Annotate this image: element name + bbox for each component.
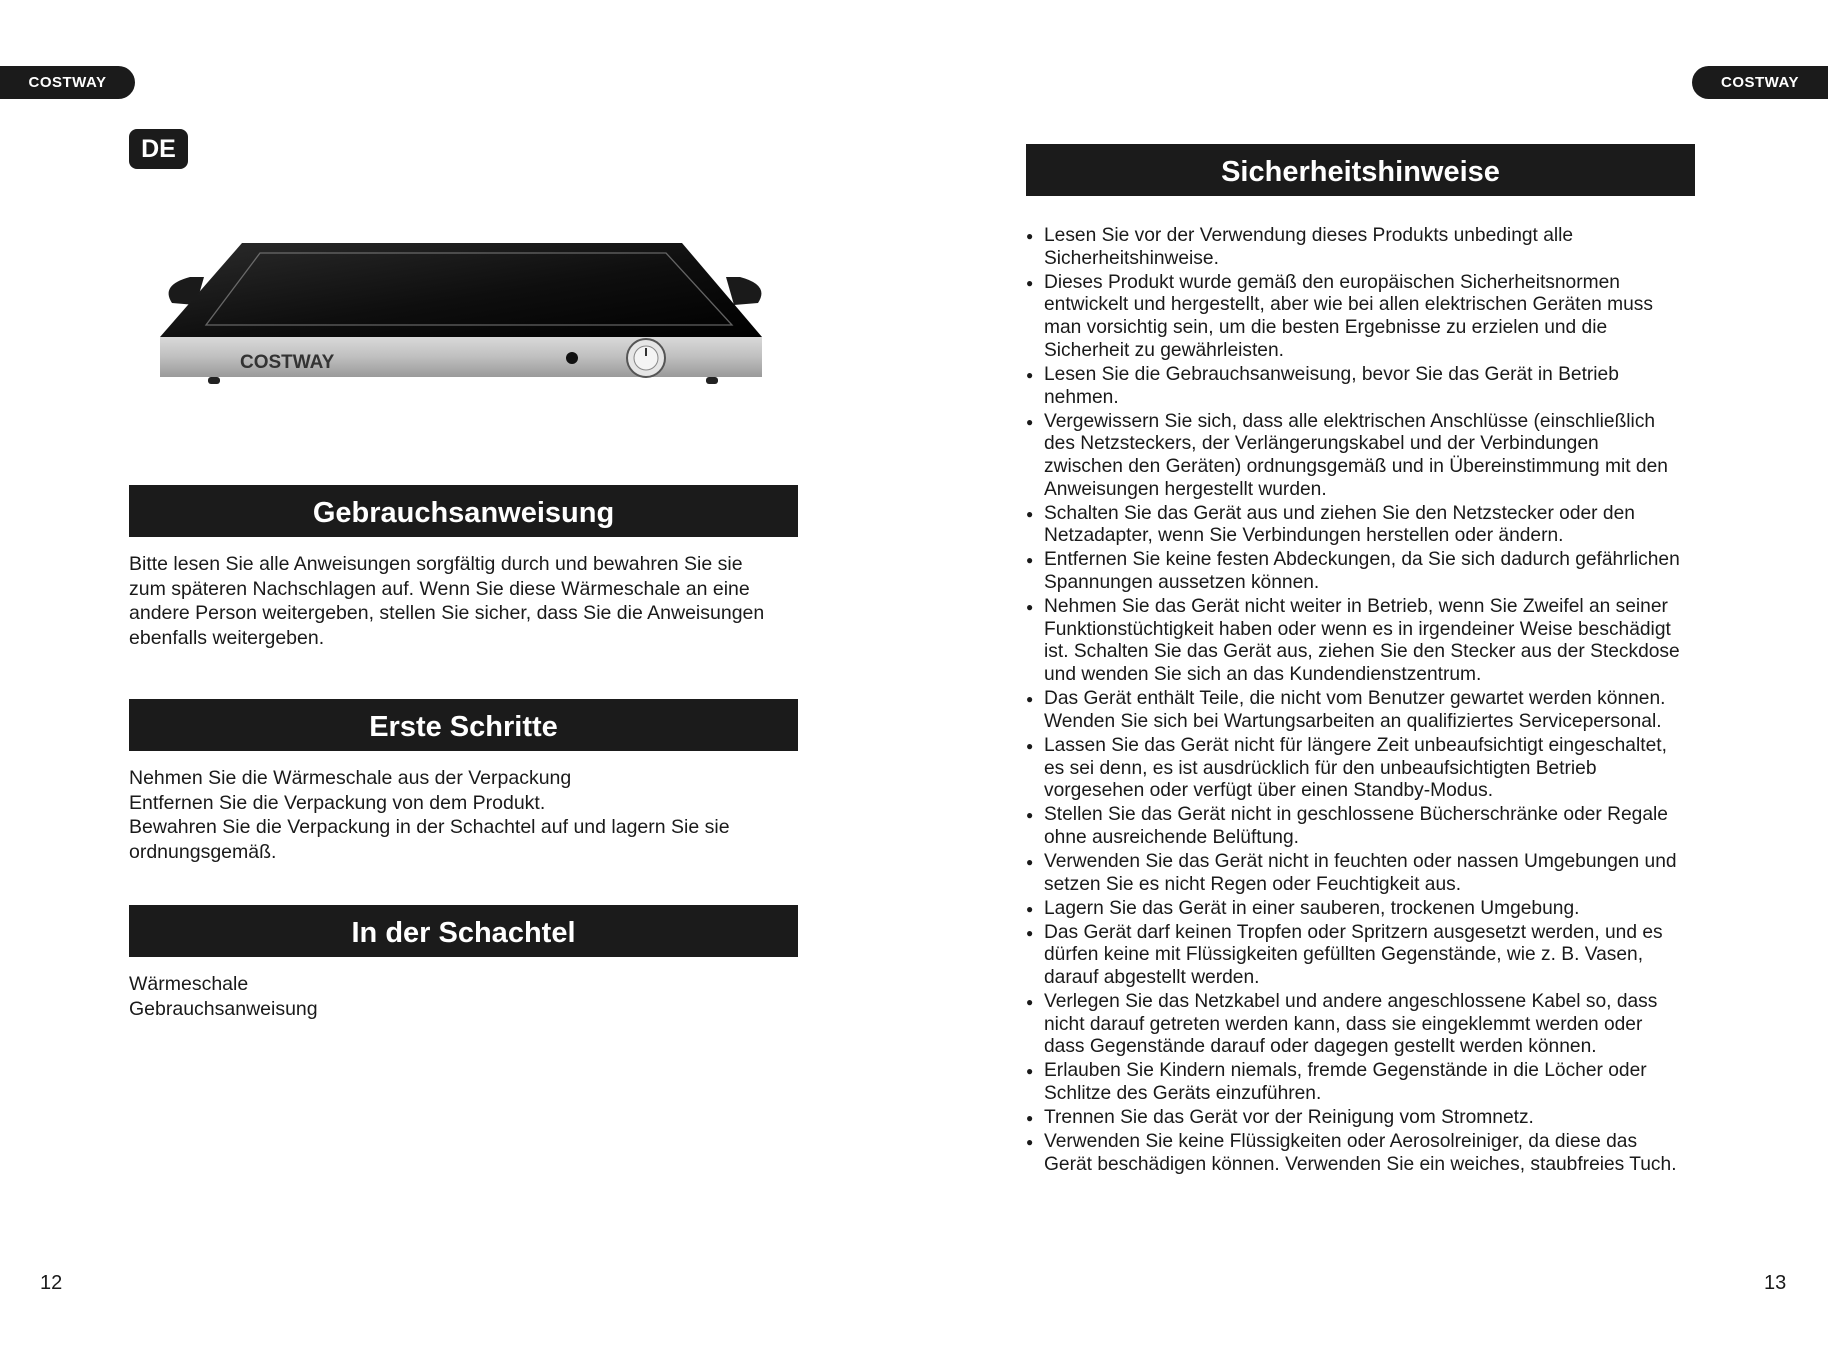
warming-tray-illustration	[150, 225, 780, 395]
text-line: Lagern Sie das Gerät in einer sauberen, trockenen Umgebung.	[1044, 897, 1580, 919]
safety-list-item	[1026, 1060, 1746, 1105]
bullet-icon: ●	[1026, 692, 1034, 707]
text-line: Netzadapter, wenn Sie Verbindungen herstellen oder ändern.	[1044, 525, 1564, 547]
text-line: Entfernen Sie die Verpackung von dem Produkt.	[129, 791, 546, 814]
bullet-icon: ●	[1026, 808, 1034, 823]
safety-list-item	[1026, 898, 1746, 921]
page-number-left: 12	[40, 1272, 63, 1294]
safety-list-item	[1026, 364, 1746, 409]
safety-list-item	[1026, 922, 1746, 990]
text-line: Erlauben Sie Kindern niemals, fremde Gegenstände in die Löcher oder	[1044, 1060, 1647, 1082]
text-line: nehmen.	[1044, 386, 1119, 408]
safety-list-item	[1026, 272, 1746, 363]
section-title-in-box: In der Schachtel	[129, 905, 798, 957]
bullet-icon: ●	[1026, 367, 1034, 382]
list-item: Wärmeschale	[129, 973, 249, 995]
bullet-icon: ●	[1026, 506, 1034, 521]
text-line: Stellen Sie das Gerät nicht in geschlossene Bücherschränke oder Regale	[1044, 804, 1668, 826]
text-line: darauf abgestellt werden.	[1044, 967, 1260, 989]
section-title-safety: Sicherheitshinweise	[1026, 144, 1695, 196]
bullet-icon: ●	[1026, 995, 1034, 1010]
text-line: entwickelt und hergestellt, aber wie bei allen elektrischen Geräten muss	[1044, 294, 1653, 316]
text-line: Sicherheitshinweise.	[1044, 247, 1219, 269]
text-line: Entfernen Sie keine festen Abdeckungen, da Sie sich dadurch gefährlichen	[1044, 549, 1680, 571]
glass-top	[160, 243, 762, 337]
text-line: Verlegen Sie das Netzkabel und andere angeschlossene Kabel so, dass	[1044, 991, 1658, 1013]
text-line: vorgesehen oder verfügt über einen Standby-Modus.	[1044, 780, 1494, 802]
text-line: es sei denn, es ist ausdrücklich für den unbeaufsichtigten Betrieb	[1044, 757, 1597, 779]
safety-list-item	[1026, 735, 1746, 803]
indicator-light	[566, 352, 578, 364]
bullet-icon: ●	[1026, 1135, 1034, 1150]
bullet-icon: ●	[1026, 1111, 1034, 1126]
text-line: Wenden Sie sich bei Wartungsarbeiten an qualifiziertes Servicepersonal.	[1044, 710, 1662, 732]
in-box-list	[129, 972, 809, 1021]
text-line: zwischen den Geräten) ordnungsgemäß und in Übereinstimmung mit den	[1044, 455, 1668, 477]
text-line: Lesen Sie die Gebrauchsanweisung, bevor Sie das Gerät in Betrieb	[1044, 363, 1619, 385]
text-line: Nehmen Sie das Gerät nicht weiter in Betrieb, wenn Sie Zweifel an seiner	[1044, 596, 1668, 618]
brand-tab-left: COSTWAY	[0, 66, 135, 99]
safety-list	[1026, 225, 1746, 1178]
section-title-usage: Gebrauchsanweisung	[129, 485, 798, 537]
safety-list-item	[1026, 688, 1746, 733]
text-line: Schlitze des Geräts einzuführen.	[1044, 1083, 1322, 1105]
text-line: ordnungsgemäß.	[129, 840, 277, 863]
text-line: und wenden Sie sich an das Kundendienstzentrum.	[1044, 664, 1482, 686]
safety-list-item	[1026, 1107, 1746, 1130]
product-brand-label: COSTWAY	[240, 352, 335, 373]
bullet-icon: ●	[1026, 925, 1034, 940]
safety-list-item	[1026, 549, 1746, 594]
right-handle	[726, 277, 761, 305]
text-line: Vergewissern Sie sich, dass alle elektrischen Anschlüsse (einschließlich	[1044, 410, 1656, 432]
safety-list-item	[1026, 991, 1746, 1059]
safety-list-item	[1026, 225, 1746, 270]
text-line: andere Person weitergeben, stellen Sie sicher, dass Sie die Anweisungen	[129, 602, 765, 624]
text-line: dass Gegenstände darauf oder dagegen gestellt werden können.	[1044, 1036, 1597, 1058]
text-line: zum späteren Nachschlagen auf. Wenn Sie diese Wärmeschale an eine	[129, 577, 750, 600]
text-line: Dieses Produkt wurde gemäß den europäischen Sicherheitsnormen	[1044, 271, 1620, 293]
bullet-icon: ●	[1026, 600, 1034, 615]
text-line: ist. Schalten Sie das Gerät aus, ziehen Sie den Stecker aus der Steckdose	[1044, 641, 1680, 663]
safety-list-item	[1026, 1131, 1746, 1176]
text-line: man vorsichtig sein, um die besten Ergebnisse zu erzielen und die	[1044, 317, 1608, 339]
safety-list-item	[1026, 804, 1746, 849]
text-line: Lesen Sie vor der Verwendung dieses Produkts unbedingt alle	[1044, 225, 1574, 246]
text-line: Verwenden Sie keine Flüssigkeiten oder Aerosolreiniger, da diese das	[1044, 1131, 1638, 1153]
list-item: Gebrauchsanweisung	[129, 997, 318, 1020]
bullet-icon: ●	[1026, 901, 1034, 916]
text-line: ebenfalls weitergeben.	[129, 626, 325, 649]
page-number-right: 13	[1764, 1272, 1787, 1294]
bullet-icon: ●	[1026, 854, 1034, 869]
text-line: setzen Sie es nicht Regen oder Feuchtigkeit aus.	[1044, 873, 1462, 895]
bullet-icon: ●	[1026, 738, 1034, 753]
brand-tab-right: COSTWAY	[1692, 66, 1828, 99]
safety-list-item	[1026, 851, 1746, 896]
text-line: Das Gerät enthält Teile, die nicht vom Benutzer gewartet werden können.	[1044, 688, 1666, 710]
text-line: Spannungen aussetzen können.	[1044, 572, 1320, 594]
bullet-icon: ●	[1026, 275, 1034, 290]
text-line: nicht darauf getreten werden kann, dass sie eingeklemmt werden oder	[1044, 1013, 1643, 1035]
text-line: Bitte lesen Sie alle Anweisungen sorgfältig durch und bewahren Sie sie	[129, 553, 743, 575]
text-line: Funktionstüchtigkeit haben oder wenn es in irgendeiner Weise beschädigt	[1044, 618, 1671, 640]
text-line: Schalten Sie das Gerät aus und ziehen Sie den Netzstecker oder den	[1044, 502, 1635, 524]
safety-list-item	[1026, 503, 1746, 548]
text-line: dürfen keine mit Flüssigkeiten gefüllten Gegenstände, wie z. B. Vasen,	[1044, 944, 1644, 966]
text-line: Lassen Sie das Gerät nicht für längere Zeit unbeaufsichtigt eingeschaltet,	[1044, 734, 1667, 756]
text-line: Nehmen Sie die Wärmeschale aus der Verpackung	[129, 767, 572, 789]
first-steps-paragraph	[129, 766, 809, 864]
text-line: Gerät beschädigen können. Verwenden Sie ein weiches, staubfreies Tuch.	[1044, 1153, 1677, 1175]
bullet-icon: ●	[1026, 1064, 1034, 1079]
text-line: des Netzsteckers, der Verlängerungskabel und der Verbindungen	[1044, 433, 1599, 455]
text-line: Trennen Sie das Gerät vor der Reinigung vom Stromnetz.	[1044, 1107, 1534, 1129]
safety-list-item	[1026, 596, 1746, 687]
text-line: Sicherheit zu gewährleisten.	[1044, 339, 1284, 361]
bullet-icon: ●	[1026, 414, 1034, 429]
safety-list-item	[1026, 411, 1746, 502]
text-line: Das Gerät darf keinen Tropfen oder Spritzern ausgesetzt werden, und es	[1044, 921, 1663, 943]
language-badge: DE	[129, 129, 188, 169]
text-line: Anweisungen hergestellt wurden.	[1044, 478, 1327, 500]
text-line: Bewahren Sie die Verpackung in der Schachtel auf und lagern Sie sie	[129, 816, 730, 838]
section-title-first-steps: Erste Schritte	[129, 699, 798, 751]
bullet-icon: ●	[1026, 229, 1034, 243]
usage-paragraph	[129, 552, 809, 650]
product-image	[150, 225, 780, 395]
text-line: ohne ausreichende Belüftung.	[1044, 826, 1299, 848]
bullet-icon: ●	[1026, 553, 1034, 568]
text-line: Verwenden Sie das Gerät nicht in feuchten oder nassen Umgebungen und	[1044, 850, 1677, 872]
